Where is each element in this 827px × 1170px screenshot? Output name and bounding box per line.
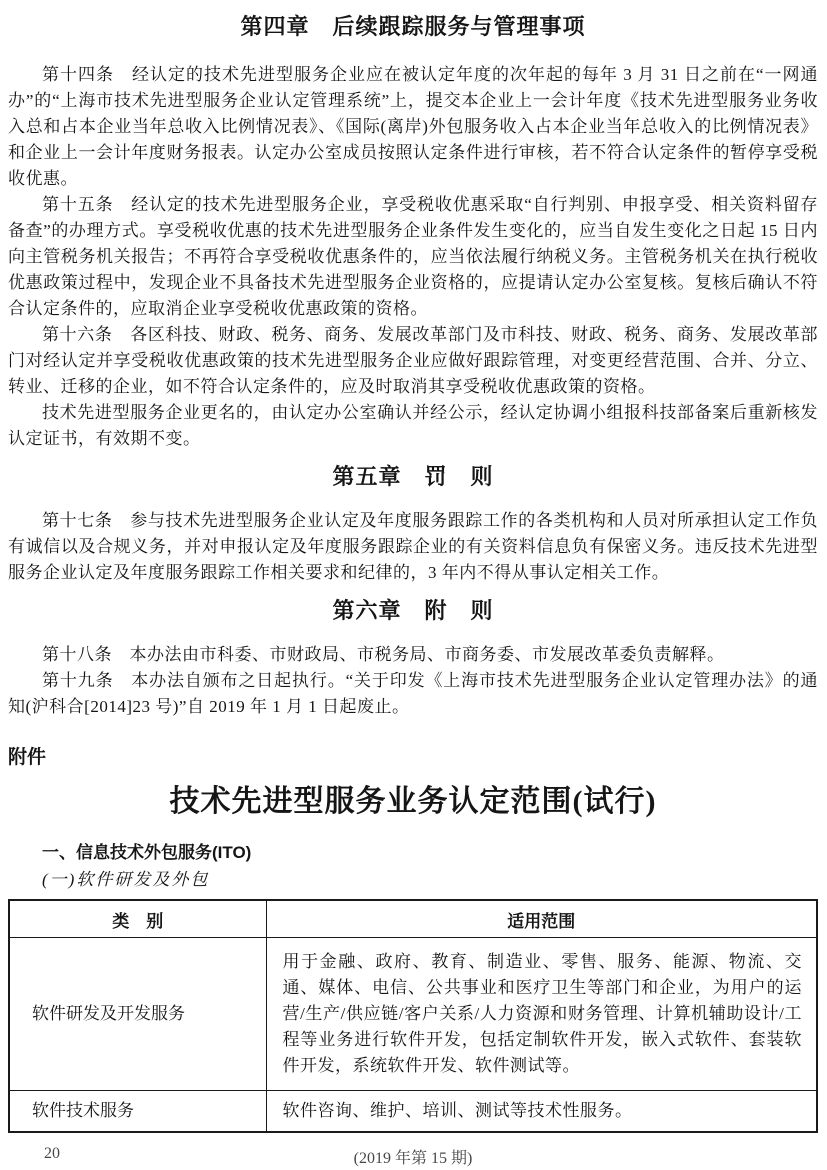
article-17-paragraph: 第十七条 参与技术先进型服务企业认定及年度服务跟踪工作的各类机构和人员对所承担认定工作负有诚信以及合规义务，并对申报认定及年度服务跟踪企业的有关资料信息负有保密义务。违反技术先进型服务企业认定及年度服务跟踪工作相关要求和纪律的，3 年内不得从事认定相关工作。 xyxy=(8,511,818,582)
article-18-paragraph: 第十八条 本办法由市科委、市财政局、市税务局、市商务委、市发展改革委负责解释。 xyxy=(42,645,725,664)
section-heading-ito: 一、信息技术外包服务(ITO) xyxy=(42,843,252,862)
chapter-5-title: 第五章 罚 则 xyxy=(332,464,494,489)
article-15-paragraph: 第十五条 经认定的技术先进型服务企业，享受税收优惠采取“自行判别、申报享受、相关资料留存备查”的办理方式。享受税收优惠的技术先进型服务企业条件发生变化的，应当自发生变化之日起 15 日内向主管税务机关报告；不再符合享受税收优惠条件的，应当依法履行纳税义务。主管税务机关在执行税收优惠政策过程中，发现企业不具备技术先进型服务企业资格的，应提请认定办公室复核。复核后确认不符合认定条件的，应取消企业享受税收优惠政策的资格。 xyxy=(8,195,818,318)
table-row xyxy=(9,938,817,1091)
article-16-paragraph-2: 技术先进型服务企业更名的，由认定办公室确认并经公示，经认定协调小组报科技部备案后重新核发认定证书，有效期不变。 xyxy=(8,403,818,448)
scope-cell-software-tech-service: 软件咨询、维护、培训、测试等技术性服务。 xyxy=(266,1091,817,1133)
subsection-heading-software-rd: (一)软件研发及外包 xyxy=(42,870,210,889)
footer-issue-label: (2019 年第 15 期) xyxy=(353,1150,473,1167)
table-row xyxy=(9,1091,817,1133)
article-16-paragraph: 第十六条 各区科技、财政、税务、商务、发展改革部门及市科技、财政、税务、商务、发展改革部门对经认定并享受税收优惠政策的技术先进型服务企业应做好跟踪管理，对变更经营范围、合并、分立、转业、迁移的企业，如不符合认定条件的，应及时取消其享受税收优惠政策的资格。 xyxy=(8,325,818,396)
article-19-paragraph: 第十九条 本办法自颁布之日起执行。“关于印发《上海市技术先进型服务企业认定管理办法》的通知(沪科合[2014]23 号)”自 2019 年 1 月 1 日起废止。 xyxy=(8,671,818,716)
category-cell-software-rd: 软件研发及开发服务 xyxy=(9,938,266,1091)
footer-page-number: 20 xyxy=(44,1145,60,1162)
column-header-category: 类 别 xyxy=(9,900,266,938)
page-footer xyxy=(8,1145,818,1167)
chapter-4-title: 第四章 后续跟踪服务与管理事项 xyxy=(240,14,586,39)
scope-table-header-row xyxy=(9,900,817,938)
attachment-title: 技术先进型服务业务认定范围(试行) xyxy=(169,785,657,818)
article-14-paragraph: 第十四条 经认定的技术先进型服务企业应在被认定年度的次年起的每年 3 月 31 日之前在“一网通办”的“上海市技术先进型服务企业认定管理系统”上，提交本企业上一会计年度《技术先进型服务业务收入总和占本企业当年总收入比例情况表》、《国际(离岸)外包服务收入占本企业当年总收入的比例情况表》和企业上一会计年度财务报表。认定办公室成员按照认定条件进行审核，若不符合认定条件的暂停享受税收优惠。 xyxy=(8,65,818,188)
category-cell-software-tech-service: 软件技术服务 xyxy=(9,1091,266,1133)
column-header-scope: 适用范围 xyxy=(266,900,817,938)
chapter-6-title: 第六章 附 则 xyxy=(332,598,494,623)
scope-table xyxy=(8,899,818,1133)
attachment-label: 附件 xyxy=(8,747,47,768)
scope-cell-software-rd: 用于金融、政府、教育、制造业、零售、服务、能源、物流、交通、媒体、电信、公共事业和医疗卫生等部门和企业，为用户的运营/生产/供应链/客户关系/人力资源和财务管理、计算机辅助设计/工程等业务进行软件开发，包括定制软件开发，嵌入式软件、套装软件开发，系统软件开发、软件测试等。 xyxy=(266,938,817,1091)
